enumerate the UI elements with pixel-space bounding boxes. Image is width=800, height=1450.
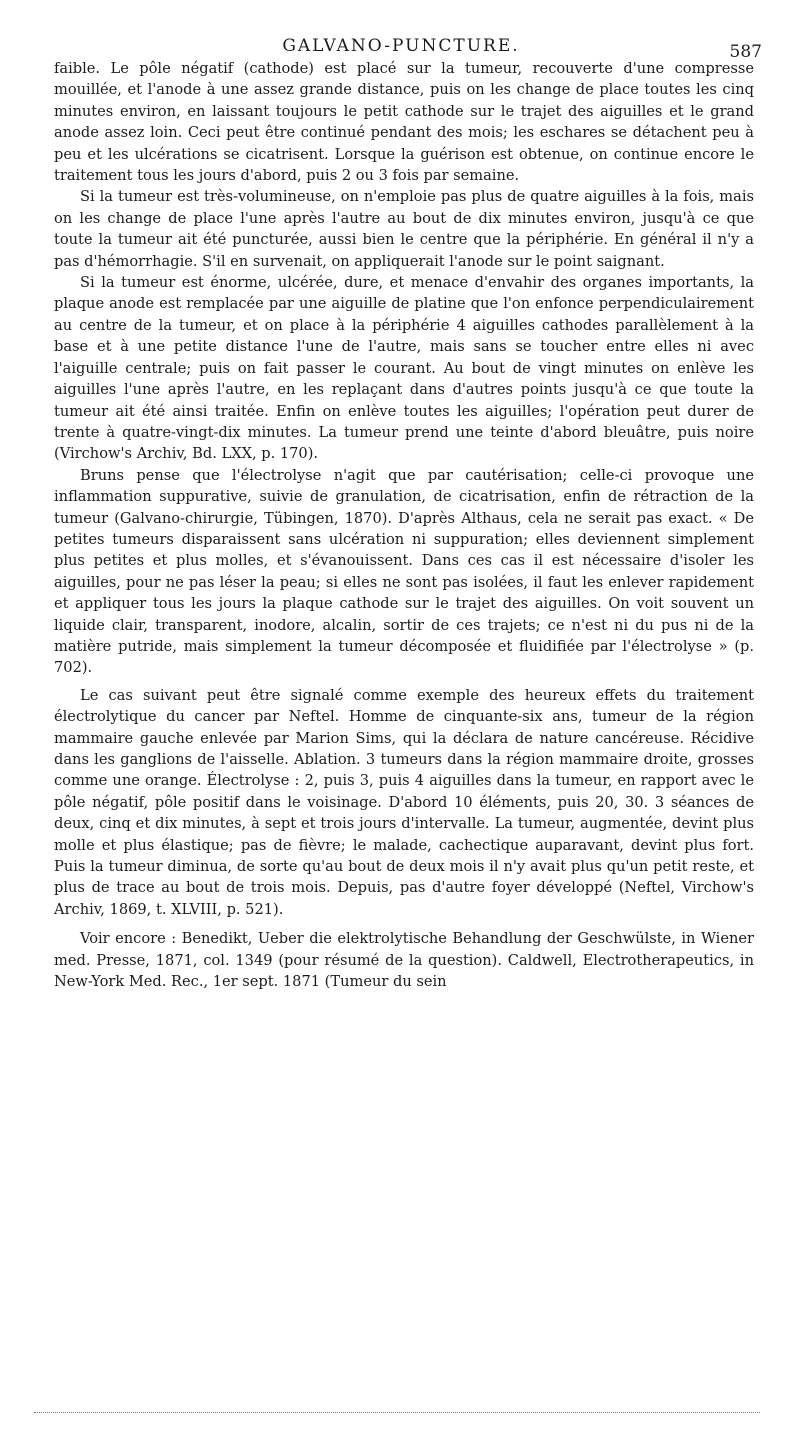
paragraph: Si la tumeur est très-volumineuse, on n'emploie pas plus de quatre aiguilles à la fois, mais on les change de place l'une après l'autre au bout de dix minutes environ, jusqu'à ce que toute la tumeur ait été puncturée, aussi bien le centre que la périphérie. En général il n'y a pas d'hémorrhagie. S'il en survenait, on appliquerait l'anode sur le point saignant.	[54, 188, 754, 270]
body-text	[54, 58, 754, 992]
paragraph: Si la tumeur est énorme, ulcérée, dure, et menace d'envahir des organes importants, la plaque anode est remplacée par une aiguille de platine que l'on enfonce perpendiculairement au centre de la tumeur, et on place à la périphérie 4 aiguilles cathodes parallèlement à la base et à une petite distance l'une de l'autre, mais sans se toucher entre elles ni avec l'aiguille centrale; puis on fait passer le courant. Au bout de vingt minutes on enlève les aiguilles l'une après l'autre, en les replaçant dans d'autres points jusqu'à ce que toute la tumeur ait été ainsi traitée. Enfin on enlève toutes les aiguilles; l'opération peut durer de trente à quatre-vingt-dix minutes. La tumeur prend une teinte d'abord bleuâtre, puis noire (Virchow's Archiv, Bd. LXX, p. 170).	[54, 274, 754, 463]
paragraph-continued: faible. Le pôle négatif (cathode) est placé sur la tumeur, recouverte d'une compresse mouillée, et l'anode à une assez grande distance, puis on les change de place toutes les cinq minutes environ, en laissant toujours le petit cathode sur le trajet des aiguilles et le grand anode assez loin. Ceci peut être continué pendant des mois; les eschares se détachent peu à peu et les ulcérations se cicatrisent. Lorsque la guérison est obtenue, on continue encore le traitement tous les jours d'abord, puis 2 ou 3 fois par semaine.	[54, 60, 754, 185]
page-number: 587	[729, 42, 762, 62]
references-paragraph: Voir encore : Benedikt, Ueber die elektrolytische Behandlung der Geschwülste, in Wiener med. Presse, 1871, col. 1349 (pour résumé de la question). Caldwell, Electrotherapeutics, in New-York Med. Rec., 1er sept. 1871 (Tumeur du sein	[54, 930, 754, 991]
running-title: GALVANO-PUNCTURE.	[282, 36, 520, 56]
paragraph: Bruns pense que l'électrolyse n'agit que par cautérisation; celle-ci provoque une inflammation suppurative, suivie de granulation, de cicatrisation, enfin de rétraction de la tumeur (Galvano-chirurgie, Tübingen, 1870). D'après Althaus, cela ne serait pas exact. « De petites tumeurs disparaissent sans ulcération ni suppuration; elles deviennent simplement plus petites et plus molles, et s'évanouissent. Dans ces cas il est nécessaire d'isoler les aiguilles, pour ne pas léser la peau; si elles ne sont pas isolées, il faut les enlever rapidement et appliquer tous les jours la plaque cathode sur le trajet des aiguilles. On voit souvent un liquide clair, transparent, inodore, alcalin, sortir de ces trajets; ce n'est ni du pus ni de la matière putride, mais simplement la tumeur décomposée et fluidifiée par l'électrolyse » (p. 702).	[54, 466, 754, 677]
footer-rule	[34, 1412, 760, 1413]
paragraph: Le cas suivant peut être signalé comme exemple des heureux effets du traitement électrolytique du cancer par Neftel. Homme de cinquante-six ans, tumeur de la région mammaire gauche enlevée par Marion Sims, qui la déclara de nature cancéreuse. Récidive dans les ganglions de l'aisselle. Ablation. 3 tumeurs dans la région mammaire droite, grosses comme une orange. Électrolyse : 2, puis 3, puis 4 aiguilles dans la tumeur, en rapport avec le pôle négatif, pôle positif dans le voisinage. D'abord 10 éléments, puis 20, 30. 3 séances de deux, cinq et dix minutes, à sept et trois jours d'intervalle. La tumeur, augmentée, devint plus molle et plus élastique; pas de fièvre; le malade, cachectique auparavant, devint plus fort. Puis la tumeur diminua, de sorte qu'au bout de deux mois il n'y avait plus qu'un petit reste, et plus de trace au bout de trois mois. Depuis, pas d'autre foyer développé (Neftel, Virchow's Archiv, 1869, t. XLVIII, p. 521).	[54, 686, 754, 918]
